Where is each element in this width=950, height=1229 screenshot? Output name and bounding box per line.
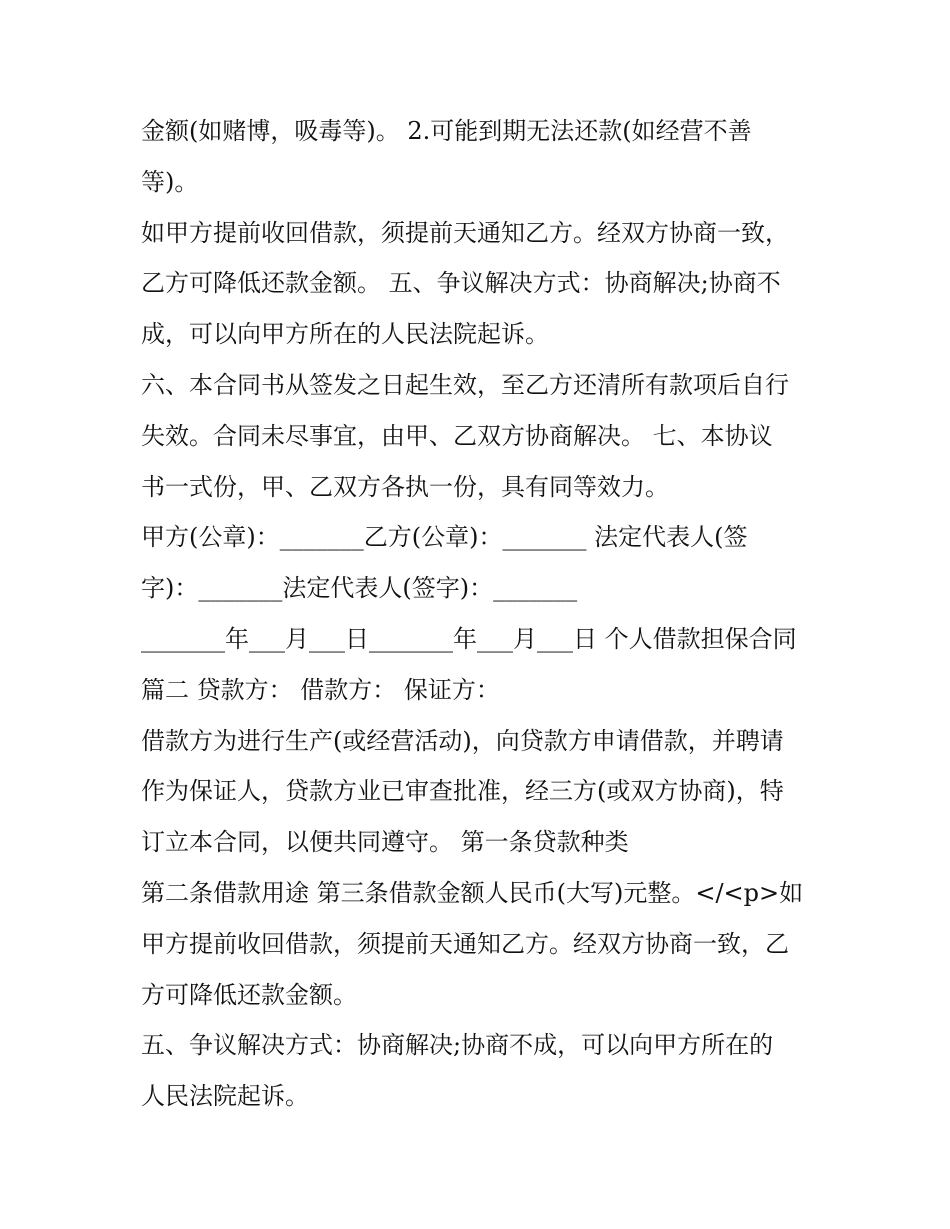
text-line: 订立本合同，以便共同遵守。 第一条贷款种类 bbox=[141, 828, 629, 857]
contract-text bbox=[141, 106, 821, 1122]
text-line: 成，可以向甲方所在的人民法院起诉。 bbox=[141, 320, 549, 349]
text-line: 五、争议解决方式：协商解决;协商不成，可以向甲方所在的 bbox=[141, 1031, 774, 1060]
signature-line: 甲方(公章)：_______乙方(公章)：_______ 法定代表人(签 bbox=[141, 523, 748, 552]
section-heading: 篇二 贷款方： 借款方： 保证方： bbox=[141, 675, 500, 704]
text-line: 第二条借款用途 第三条借款金额人民币(大写)元整。</<p>如 bbox=[141, 878, 804, 907]
text-line: 失效。合同未尽事宜，由甲、乙双方协商解决。 七、本协议 bbox=[141, 421, 773, 450]
text-line: 方可降低还款金额。 bbox=[141, 980, 357, 1009]
text-line: 作为保证人，贷款方业已审查批准，经三方(或双方协商)，特 bbox=[141, 777, 784, 806]
text-line: 借款方为进行生产(或经营活动)，向贷款方申请借款，并聘请 bbox=[141, 726, 784, 755]
signature-line: 字)：_______法定代表人(签字)：_______ bbox=[141, 574, 578, 603]
text-line: 书一式份，甲、乙双方各执一份，具有同等效力。 bbox=[141, 472, 669, 501]
text-line: 六、本合同书从签发之日起生效，至乙方还清所有款项后自行 bbox=[141, 370, 789, 399]
text-line: 人民法院起诉。 bbox=[141, 1082, 309, 1111]
text-line: 乙方可降低还款金额。 五、争议解决方式：协商解决;协商不 bbox=[141, 269, 781, 298]
date-line: _______年___月___日_______年___月___日 个人借款担保合同 bbox=[141, 624, 797, 653]
text-line: 甲方提前收回借款，须提前天通知乙方。经双方协商一致，乙 bbox=[141, 929, 789, 958]
text-line: 如甲方提前收回借款，须提前天通知乙方。经双方协商一致， bbox=[141, 218, 789, 247]
text-line: 等)。 bbox=[141, 167, 199, 196]
text-line: 金额(如赌博，吸毒等)。 2.可能到期无法还款(如经营不善 bbox=[141, 117, 752, 145]
